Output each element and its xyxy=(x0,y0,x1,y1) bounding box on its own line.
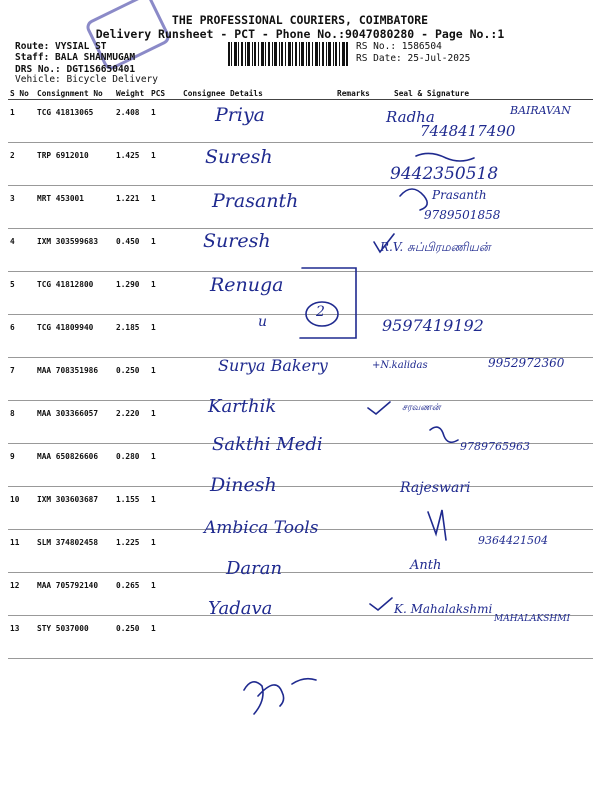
handwritten-signature-8: சரவணன் xyxy=(402,403,441,413)
handwritten-consignee-13: Yadava xyxy=(208,598,273,619)
handwritten-phone-7: 9952972360 xyxy=(488,356,565,370)
checkmark-icon xyxy=(368,402,390,414)
route-label: Route: VYSIAL ST xyxy=(15,41,107,52)
cell-pcs: 1 xyxy=(149,444,181,487)
handwritten-signature-3: Prasanth xyxy=(432,188,487,202)
cell-pcs: 1 xyxy=(149,573,181,616)
cell-consignment: IXM 303599683 xyxy=(35,229,114,272)
cell-weight: 2.220 xyxy=(114,401,149,444)
cell-sno: 10 xyxy=(8,487,35,530)
handwritten-consignee-2: Suresh xyxy=(205,146,273,168)
cell-consignment: MAA 650826606 xyxy=(35,444,114,487)
cell-sno: 7 xyxy=(8,358,35,401)
handwritten-consignee-9: Sakthi Medi xyxy=(212,434,323,455)
handwritten-phone-6: 9597419192 xyxy=(382,316,484,335)
company-title: THE PROFESSIONAL COURIERS, COIMBATORE xyxy=(171,13,429,27)
cell-pcs: 1 xyxy=(149,616,181,659)
drs-number: DRS No.: DGT1S6650401 xyxy=(15,64,136,75)
cell-consignment: TCG 41809940 xyxy=(35,315,114,358)
handwritten-consignee-4: Suresh xyxy=(203,230,271,252)
cell-sno: 12 xyxy=(8,573,35,616)
cell-consignment: TRP 6912010 xyxy=(35,143,114,186)
cell-weight: 0.250 xyxy=(114,358,149,401)
cell-weight: 0.250 xyxy=(114,616,149,659)
rs-date: RS Date: 25-Jul-2025 xyxy=(356,53,471,64)
signature-scribble xyxy=(430,427,458,442)
rs-number: RS No.: 1586504 xyxy=(356,41,442,52)
cell-consignment: STY 5037000 xyxy=(35,616,114,659)
checkmark-icon xyxy=(374,234,394,252)
cell-sno: 13 xyxy=(8,616,35,659)
cell-sno: 2 xyxy=(8,143,35,186)
cell-consignment: MRT 453001 xyxy=(35,186,114,229)
cell-pcs: 1 xyxy=(149,143,181,186)
cell-pcs: 1 xyxy=(149,530,181,573)
cell-consignment: IXM 303603687 xyxy=(35,487,114,530)
handwritten-consignee-7: Surya Bakery xyxy=(218,356,328,375)
cell-pcs: 1 xyxy=(149,487,181,530)
signature-scribble xyxy=(400,189,427,210)
handwritten-consignee-10: Dinesh xyxy=(210,474,277,496)
cell-consignment: MAA 705792140 xyxy=(35,573,114,616)
cell-consignment: MAA 708351986 xyxy=(35,358,114,401)
bottom-signature xyxy=(244,679,316,714)
cell-sno: 9 xyxy=(8,444,35,487)
cell-sno: 3 xyxy=(8,186,35,229)
signature-scribble xyxy=(416,153,474,161)
cell-weight: 0.265 xyxy=(114,573,149,616)
handwritten-phone-1: 7448417490 xyxy=(420,122,516,140)
cell-pcs: 1 xyxy=(149,358,181,401)
handwritten-consignee-5: Renuga xyxy=(210,274,284,296)
handwritten-signature-12: Anth xyxy=(410,558,442,573)
cell-weight: 0.450 xyxy=(114,229,149,272)
cell-pcs: 1 xyxy=(149,186,181,229)
handwritten-signature-10: Rajeswari xyxy=(400,480,471,496)
cell-consignment: SLM 374802458 xyxy=(35,530,114,573)
handwritten-consignee-8: Karthik xyxy=(208,396,277,417)
cell-consignment: TCG 41812800 xyxy=(35,272,114,315)
signature-scribble xyxy=(428,510,446,540)
col-header-consignee: Consignee Details xyxy=(181,87,335,100)
handwritten-signature-13b: MAHALAKSHMI xyxy=(494,614,571,624)
col-header-sno: S No xyxy=(8,87,35,100)
handwritten-consignee-12: Daran xyxy=(226,558,283,579)
handwritten-consignee-11: Ambica Tools xyxy=(204,518,319,538)
cell-sno: 6 xyxy=(8,315,35,358)
cell-weight: 1.290 xyxy=(114,272,149,315)
handwritten-signature-1: Radha xyxy=(386,108,435,126)
col-header-weight: Weight xyxy=(114,87,149,100)
handwritten-signature-4: R.V. சுப்பிரமணியன் xyxy=(380,240,491,254)
runsheet-subtitle: Delivery Runsheet - PCT - Phone No.:9047080280 - Page No.:1 xyxy=(95,27,505,41)
cell-weight: 1.425 xyxy=(114,143,149,186)
cell-pcs: 1 xyxy=(149,272,181,315)
handwritten-signature-13: K. Mahalakshmi xyxy=(394,602,493,616)
handwritten-consignee-6: u xyxy=(258,314,268,330)
handwritten-note-7: +N.kalidas xyxy=(372,360,428,371)
col-header-pcs: PCS xyxy=(149,87,181,100)
cell-pcs: 1 xyxy=(149,401,181,444)
cell-weight: 0.280 xyxy=(114,444,149,487)
cell-weight: 2.408 xyxy=(114,100,149,143)
vehicle-label: Vehicle: Bicycle Delivery xyxy=(15,74,158,85)
cell-weight: 1.221 xyxy=(114,186,149,229)
handwritten-phone-9: 9789765963 xyxy=(460,440,530,453)
handwritten-circled-number: 2 xyxy=(316,304,325,320)
cell-sno: 11 xyxy=(8,530,35,573)
cell-pcs: 1 xyxy=(149,100,181,143)
circle-mark xyxy=(306,302,338,326)
handwritten-phone-3: 9789501858 xyxy=(424,208,501,222)
cell-sno: 8 xyxy=(8,401,35,444)
checkmark-icon xyxy=(370,598,392,610)
cell-consignment: MAA 303366057 xyxy=(35,401,114,444)
cell-pcs: 1 xyxy=(149,229,181,272)
col-header-consignment: Consignment No xyxy=(35,87,114,100)
handwritten-signature-1b: BAIRAVAN xyxy=(510,104,571,117)
cell-weight: 1.225 xyxy=(114,530,149,573)
handwritten-consignee-3: Prasanth xyxy=(212,190,299,212)
handwritten-phone-11: 9364421504 xyxy=(478,534,548,547)
cell-weight: 1.155 xyxy=(114,487,149,530)
cell-weight: 2.185 xyxy=(114,315,149,358)
cell-sno: 1 xyxy=(8,100,35,143)
staff-label: Staff: BALA SHANMUGAM xyxy=(15,52,136,63)
handwritten-consignee-1: Priya xyxy=(215,104,266,126)
cell-consignment: TCG 41813065 xyxy=(35,100,114,143)
handwritten-phone-2: 9442350518 xyxy=(390,164,499,184)
cell-sno: 5 xyxy=(8,272,35,315)
cell-sno: 4 xyxy=(8,229,35,272)
cell-pcs: 1 xyxy=(149,315,181,358)
col-header-remarks: Remarks xyxy=(335,87,392,100)
col-header-signature: Seal & Signature xyxy=(392,87,593,100)
